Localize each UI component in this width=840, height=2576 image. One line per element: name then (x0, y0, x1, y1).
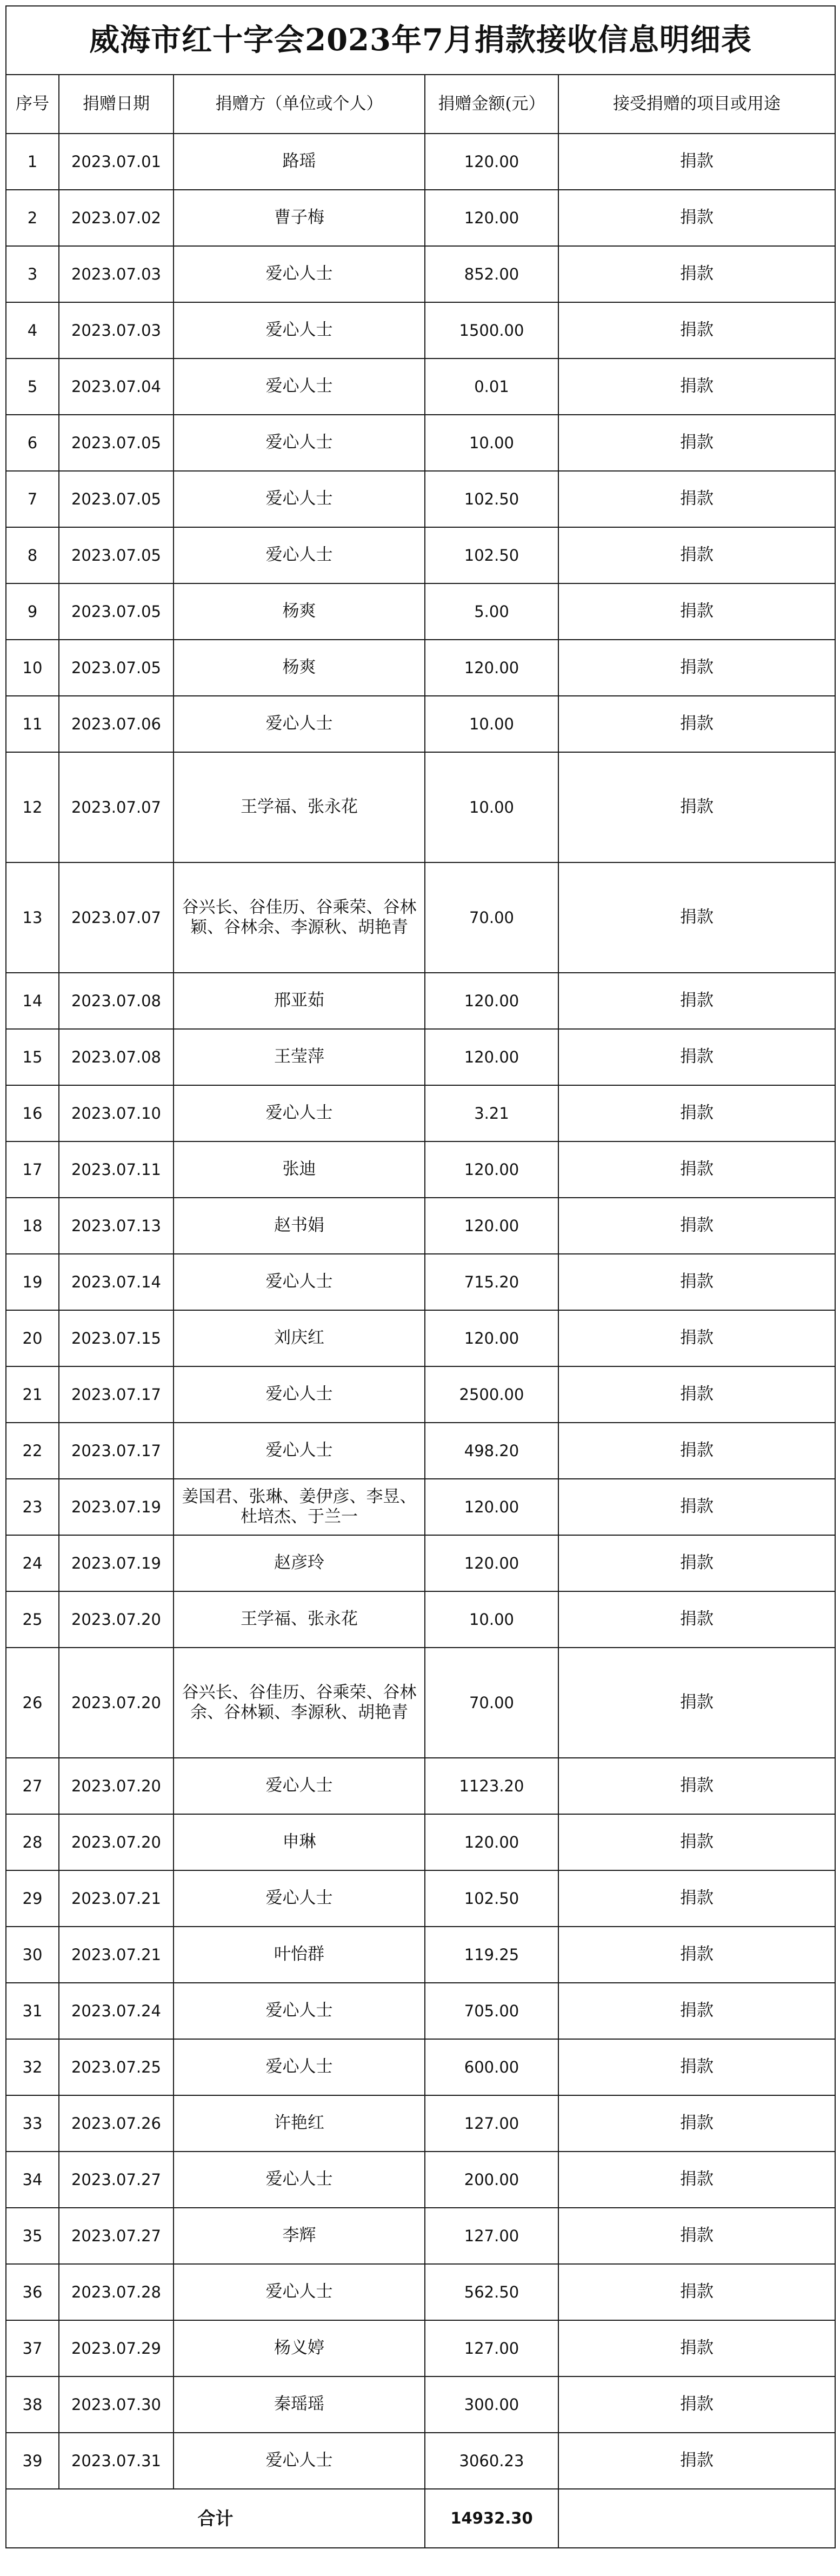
cell-purpose: 捐款 (558, 1535, 835, 1591)
cell-donor: 赵书娟 (174, 1198, 425, 1254)
cell-no: 6 (6, 415, 59, 471)
cell-date: 2023.07.07 (59, 862, 174, 973)
cell-amount: 0.01 (425, 358, 558, 415)
table-row (6, 1758, 835, 1814)
cell-donor: 谷兴长、谷佳历、谷乘荣、谷林余、谷林颖、李源秋、胡艳青 (174, 1648, 425, 1758)
total-purpose (558, 2489, 835, 2548)
table-row (6, 358, 835, 415)
cell-purpose: 捐款 (558, 1814, 835, 1870)
table-row (6, 302, 835, 358)
cell-donor: 爱心人士 (174, 696, 425, 752)
table-row (6, 752, 835, 862)
cell-date: 2023.07.08 (59, 973, 174, 1029)
cell-amount: 1500.00 (425, 302, 558, 358)
cell-amount: 300.00 (425, 2376, 558, 2433)
cell-date: 2023.07.24 (59, 1983, 174, 2039)
cell-purpose: 捐款 (558, 1479, 835, 1535)
table-row (6, 2208, 835, 2264)
cell-purpose: 捐款 (558, 358, 835, 415)
cell-amount: 5.00 (425, 583, 558, 640)
cell-purpose: 捐款 (558, 1591, 835, 1648)
table-row (6, 415, 835, 471)
table-row (6, 1983, 835, 2039)
cell-date: 2023.07.17 (59, 1366, 174, 1423)
cell-donor: 爱心人士 (174, 1983, 425, 2039)
cell-no: 28 (6, 1814, 59, 1870)
cell-donor: 爱心人士 (174, 2039, 425, 2095)
table-row (6, 2433, 835, 2489)
table-row (6, 2039, 835, 2095)
total-label: 合计 (6, 2489, 425, 2548)
cell-purpose: 捐款 (558, 1141, 835, 1198)
cell-amount: 127.00 (425, 2095, 558, 2152)
cell-date: 2023.07.27 (59, 2152, 174, 2208)
cell-date: 2023.07.05 (59, 471, 174, 527)
cell-no: 3 (6, 246, 59, 302)
cell-date: 2023.07.25 (59, 2039, 174, 2095)
cell-purpose: 捐款 (558, 973, 835, 1029)
cell-date: 2023.07.05 (59, 415, 174, 471)
cell-date: 2023.07.29 (59, 2320, 174, 2376)
cell-no: 39 (6, 2433, 59, 2489)
cell-donor: 秦瑶瑶 (174, 2376, 425, 2433)
cell-purpose: 捐款 (558, 696, 835, 752)
cell-no: 13 (6, 862, 59, 973)
cell-purpose: 捐款 (558, 1870, 835, 1927)
table-row (6, 696, 835, 752)
header-date: 捐赠日期 (59, 75, 174, 134)
cell-amount: 200.00 (425, 2152, 558, 2208)
cell-amount: 120.00 (425, 1479, 558, 1535)
cell-amount: 70.00 (425, 862, 558, 973)
cell-date: 2023.07.20 (59, 1814, 174, 1870)
cell-no: 26 (6, 1648, 59, 1758)
cell-purpose: 捐款 (558, 415, 835, 471)
cell-date: 2023.07.02 (59, 190, 174, 246)
cell-purpose: 捐款 (558, 2208, 835, 2264)
cell-donor: 叶怡群 (174, 1927, 425, 1983)
cell-amount: 562.50 (425, 2264, 558, 2320)
cell-amount: 498.20 (425, 1423, 558, 1479)
cell-no: 4 (6, 302, 59, 358)
cell-purpose: 捐款 (558, 1198, 835, 1254)
table-body (6, 134, 835, 2489)
cell-date: 2023.07.26 (59, 2095, 174, 2152)
cell-donor: 杨义婷 (174, 2320, 425, 2376)
cell-donor: 王学福、张永花 (174, 1591, 425, 1648)
cell-amount: 120.00 (425, 190, 558, 246)
table-row (6, 1254, 835, 1310)
cell-no: 8 (6, 527, 59, 583)
cell-date: 2023.07.19 (59, 1535, 174, 1591)
cell-no: 35 (6, 2208, 59, 2264)
header-row (6, 75, 835, 134)
cell-no: 11 (6, 696, 59, 752)
cell-purpose: 捐款 (558, 2264, 835, 2320)
cell-date: 2023.07.20 (59, 1648, 174, 1758)
cell-purpose: 捐款 (558, 471, 835, 527)
cell-amount: 120.00 (425, 1310, 558, 1366)
cell-purpose: 捐款 (558, 302, 835, 358)
header-purpose: 接受捐赠的项目或用途 (558, 75, 835, 134)
cell-donor: 爱心人士 (174, 471, 425, 527)
cell-donor: 爱心人士 (174, 1423, 425, 1479)
cell-purpose: 捐款 (558, 2320, 835, 2376)
cell-amount: 10.00 (425, 1591, 558, 1648)
cell-donor: 姜国君、张琳、姜伊彦、李昱、杜培杰、于兰一 (174, 1479, 425, 1535)
table-row (6, 1927, 835, 1983)
cell-date: 2023.07.03 (59, 302, 174, 358)
cell-date: 2023.07.05 (59, 583, 174, 640)
table-row (6, 527, 835, 583)
cell-amount: 10.00 (425, 696, 558, 752)
cell-donor: 张迪 (174, 1141, 425, 1198)
cell-date: 2023.07.30 (59, 2376, 174, 2433)
cell-donor: 杨爽 (174, 583, 425, 640)
cell-date: 2023.07.01 (59, 134, 174, 190)
table-row (6, 583, 835, 640)
cell-donor: 杨爽 (174, 640, 425, 696)
cell-donor: 许艳红 (174, 2095, 425, 2152)
table-row (6, 1141, 835, 1198)
cell-donor: 申琳 (174, 1814, 425, 1870)
cell-no: 34 (6, 2152, 59, 2208)
table-row (6, 862, 835, 973)
cell-no: 23 (6, 1479, 59, 1535)
cell-date: 2023.07.13 (59, 1198, 174, 1254)
cell-purpose: 捐款 (558, 1366, 835, 1423)
cell-amount: 127.00 (425, 2320, 558, 2376)
table-row (6, 1310, 835, 1366)
cell-no: 1 (6, 134, 59, 190)
cell-purpose: 捐款 (558, 1310, 835, 1366)
cell-purpose: 捐款 (558, 1029, 835, 1085)
cell-donor: 刘庆红 (174, 1310, 425, 1366)
cell-donor: 爱心人士 (174, 415, 425, 471)
cell-no: 22 (6, 1423, 59, 1479)
cell-no: 25 (6, 1591, 59, 1648)
cell-no: 14 (6, 973, 59, 1029)
cell-purpose: 捐款 (558, 1648, 835, 1758)
cell-donor: 爱心人士 (174, 2152, 425, 2208)
cell-purpose: 捐款 (558, 1423, 835, 1479)
cell-amount: 2500.00 (425, 1366, 558, 1423)
cell-no: 30 (6, 1927, 59, 1983)
cell-no: 20 (6, 1310, 59, 1366)
cell-purpose: 捐款 (558, 1085, 835, 1141)
cell-no: 18 (6, 1198, 59, 1254)
cell-purpose: 捐款 (558, 2095, 835, 2152)
cell-date: 2023.07.31 (59, 2433, 174, 2489)
table-row (6, 471, 835, 527)
cell-date: 2023.07.06 (59, 696, 174, 752)
cell-purpose: 捐款 (558, 2433, 835, 2489)
cell-no: 7 (6, 471, 59, 527)
cell-no: 29 (6, 1870, 59, 1927)
cell-no: 15 (6, 1029, 59, 1085)
cell-amount: 705.00 (425, 1983, 558, 2039)
cell-no: 19 (6, 1254, 59, 1310)
cell-no: 37 (6, 2320, 59, 2376)
table-row (6, 973, 835, 1029)
cell-amount: 120.00 (425, 134, 558, 190)
cell-purpose: 捐款 (558, 1254, 835, 1310)
table-row (6, 2264, 835, 2320)
cell-donor: 谷兴长、谷佳历、谷乘荣、谷林颖、谷林余、李源秋、胡艳青 (174, 862, 425, 973)
cell-donor: 爱心人士 (174, 1758, 425, 1814)
cell-amount: 852.00 (425, 246, 558, 302)
cell-donor: 爱心人士 (174, 302, 425, 358)
cell-no: 27 (6, 1758, 59, 1814)
page-title: 威海市红十字会2023年7月捐款接收信息明细表 (6, 6, 835, 75)
cell-date: 2023.07.14 (59, 1254, 174, 1310)
cell-date: 2023.07.27 (59, 2208, 174, 2264)
table-row (6, 1366, 835, 1423)
cell-amount: 102.50 (425, 471, 558, 527)
cell-date: 2023.07.05 (59, 640, 174, 696)
cell-amount: 127.00 (425, 2208, 558, 2264)
cell-amount: 120.00 (425, 1814, 558, 1870)
cell-amount: 3060.23 (425, 2433, 558, 2489)
cell-purpose: 捐款 (558, 2039, 835, 2095)
cell-date: 2023.07.19 (59, 1479, 174, 1535)
cell-donor: 爱心人士 (174, 1870, 425, 1927)
table-row (6, 1479, 835, 1535)
cell-donor: 赵彦玲 (174, 1535, 425, 1591)
cell-donor: 爱心人士 (174, 527, 425, 583)
cell-no: 38 (6, 2376, 59, 2433)
cell-no: 2 (6, 190, 59, 246)
cell-donor: 爱心人士 (174, 1366, 425, 1423)
cell-amount: 120.00 (425, 1141, 558, 1198)
cell-date: 2023.07.21 (59, 1927, 174, 1983)
cell-amount: 1123.20 (425, 1758, 558, 1814)
cell-donor: 王学福、张永花 (174, 752, 425, 862)
cell-amount: 3.21 (425, 1085, 558, 1141)
cell-amount: 600.00 (425, 2039, 558, 2095)
cell-date: 2023.07.20 (59, 1591, 174, 1648)
total-amount: 14932.30 (425, 2489, 558, 2548)
cell-purpose: 捐款 (558, 2376, 835, 2433)
cell-donor: 爱心人士 (174, 2433, 425, 2489)
cell-purpose: 捐款 (558, 1927, 835, 1983)
table-row (6, 1870, 835, 1927)
cell-purpose: 捐款 (558, 1983, 835, 2039)
cell-amount: 120.00 (425, 1198, 558, 1254)
cell-no: 31 (6, 1983, 59, 2039)
table-row (6, 2152, 835, 2208)
cell-donor: 爱心人士 (174, 246, 425, 302)
cell-no: 17 (6, 1141, 59, 1198)
cell-purpose: 捐款 (558, 190, 835, 246)
table-row (6, 1591, 835, 1648)
cell-date: 2023.07.15 (59, 1310, 174, 1366)
table-row (6, 2095, 835, 2152)
cell-date: 2023.07.10 (59, 1085, 174, 1141)
cell-donor: 王莹萍 (174, 1029, 425, 1085)
cell-no: 32 (6, 2039, 59, 2095)
table-row (6, 1085, 835, 1141)
table-row (6, 1814, 835, 1870)
cell-purpose: 捐款 (558, 246, 835, 302)
cell-amount: 120.00 (425, 1029, 558, 1085)
header-amount: 捐赠金额(元） (425, 75, 558, 134)
header-no: 序号 (6, 75, 59, 134)
cell-no: 10 (6, 640, 59, 696)
cell-date: 2023.07.20 (59, 1758, 174, 1814)
cell-purpose: 捐款 (558, 2152, 835, 2208)
cell-purpose: 捐款 (558, 527, 835, 583)
cell-date: 2023.07.11 (59, 1141, 174, 1198)
cell-purpose: 捐款 (558, 1758, 835, 1814)
cell-donor: 路瑶 (174, 134, 425, 190)
table-row (6, 640, 835, 696)
table-row (6, 1423, 835, 1479)
cell-purpose: 捐款 (558, 862, 835, 973)
cell-amount: 102.50 (425, 527, 558, 583)
cell-no: 33 (6, 2095, 59, 2152)
table-row (6, 134, 835, 190)
cell-amount: 120.00 (425, 1535, 558, 1591)
cell-date: 2023.07.28 (59, 2264, 174, 2320)
cell-date: 2023.07.03 (59, 246, 174, 302)
cell-purpose: 捐款 (558, 640, 835, 696)
cell-donor: 爱心人士 (174, 1254, 425, 1310)
cell-amount: 102.50 (425, 1870, 558, 1927)
cell-date: 2023.07.07 (59, 752, 174, 862)
table-row (6, 1198, 835, 1254)
cell-no: 21 (6, 1366, 59, 1423)
cell-donor: 爱心人士 (174, 358, 425, 415)
table-row (6, 1648, 835, 1758)
cell-no: 36 (6, 2264, 59, 2320)
table-row (6, 2320, 835, 2376)
cell-date: 2023.07.17 (59, 1423, 174, 1479)
cell-donor: 邢亚茹 (174, 973, 425, 1029)
table-row (6, 246, 835, 302)
cell-no: 12 (6, 752, 59, 862)
cell-donor: 爱心人士 (174, 2264, 425, 2320)
cell-no: 5 (6, 358, 59, 415)
cell-date: 2023.07.21 (59, 1870, 174, 1927)
cell-purpose: 捐款 (558, 752, 835, 862)
cell-amount: 119.25 (425, 1927, 558, 1983)
cell-donor: 曹子梅 (174, 190, 425, 246)
cell-amount: 120.00 (425, 640, 558, 696)
cell-purpose: 捐款 (558, 583, 835, 640)
table-row (6, 190, 835, 246)
cell-donor: 李辉 (174, 2208, 425, 2264)
cell-amount: 120.00 (425, 973, 558, 1029)
cell-amount: 10.00 (425, 752, 558, 862)
cell-no: 9 (6, 583, 59, 640)
table-row (6, 1029, 835, 1085)
total-row (6, 2489, 835, 2548)
table-row (6, 2376, 835, 2433)
cell-no: 24 (6, 1535, 59, 1591)
cell-date: 2023.07.05 (59, 527, 174, 583)
cell-purpose: 捐款 (558, 134, 835, 190)
cell-no: 16 (6, 1085, 59, 1141)
table-row (6, 1535, 835, 1591)
cell-donor: 爱心人士 (174, 1085, 425, 1141)
cell-date: 2023.07.08 (59, 1029, 174, 1085)
cell-amount: 10.00 (425, 415, 558, 471)
cell-date: 2023.07.04 (59, 358, 174, 415)
cell-amount: 715.20 (425, 1254, 558, 1310)
cell-amount: 70.00 (425, 1648, 558, 1758)
header-donor: 捐赠方（单位或个人） (174, 75, 425, 134)
donation-table (5, 5, 836, 2548)
